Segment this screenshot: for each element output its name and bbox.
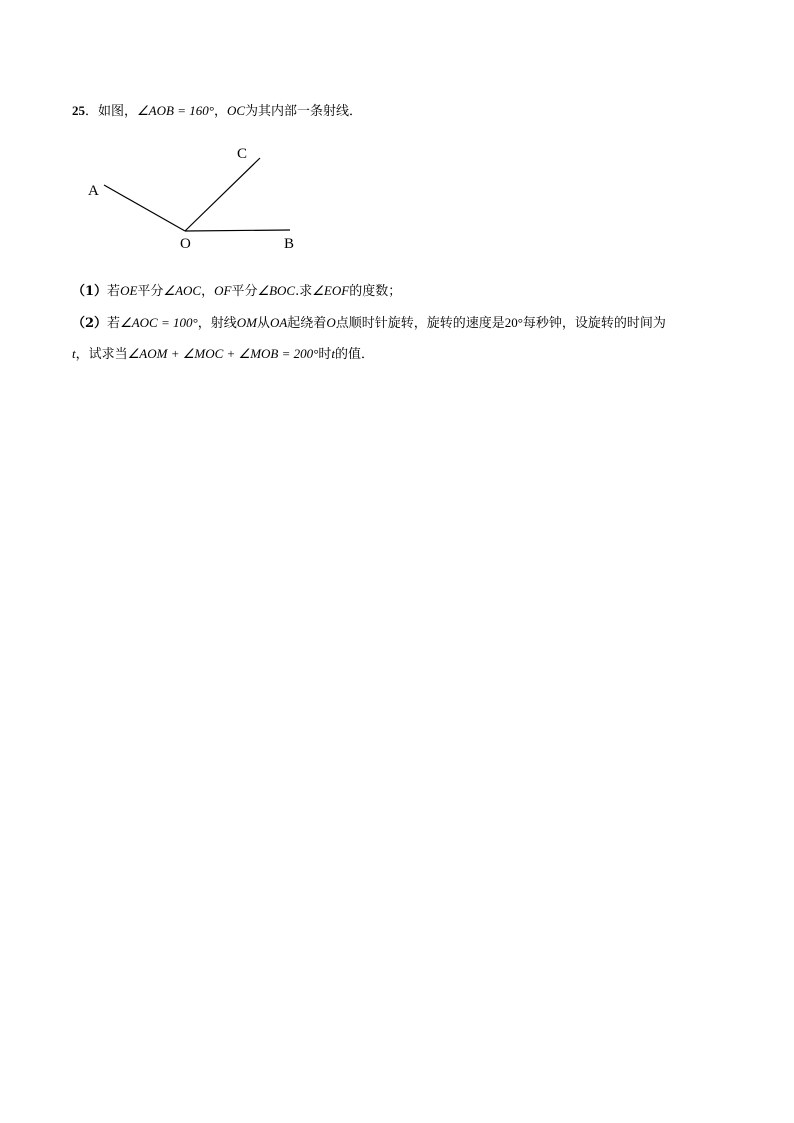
part2-math-2: OM — [236, 315, 257, 330]
ray-OC — [185, 158, 260, 231]
part2-line2-math-1: t — [72, 346, 76, 361]
part2-text-1: 若 — [107, 316, 121, 331]
part2-text-3: 从 — [256, 316, 270, 331]
given-angle: ∠AOB = 160° — [137, 103, 214, 118]
angle-diagram — [80, 140, 320, 260]
label-B: B — [284, 236, 295, 252]
label-O: O — [180, 236, 191, 252]
part2-text-4: 起绕着 — [287, 316, 327, 331]
label-C: C — [237, 146, 248, 162]
intro-suffix: 为其内部一条射线． — [245, 104, 363, 119]
problem-number-suffix: ． — [85, 104, 99, 119]
question-part-2-line-1 — [72, 314, 666, 333]
part2-marker: （2） — [72, 316, 108, 331]
part2-line2-math-3: t — [331, 346, 335, 361]
intro-mid: ， — [213, 104, 227, 119]
part2-text-2: ，射线 — [197, 316, 237, 331]
part2-line2-math-2: ∠AOM + ∠MOC + ∠MOB = 200° — [127, 346, 319, 361]
part1-math-1: OE — [120, 283, 138, 298]
part2-line2-text-2: 时 — [318, 347, 332, 362]
problem-number: 25 — [72, 103, 85, 118]
question-part-1 — [72, 282, 401, 301]
ray-OA — [104, 185, 185, 231]
part1-math-3: OF — [214, 283, 232, 298]
question-part-2-line-2 — [72, 345, 374, 364]
part1-math-2: ∠AOC — [163, 283, 202, 298]
part2-math-1: ∠AOC = 100° — [120, 315, 198, 330]
intro-prefix: 如图， — [98, 104, 138, 119]
part1-text-2: 平分 — [137, 284, 164, 299]
ray-OB — [185, 230, 290, 231]
problem-statement — [72, 102, 362, 121]
part2-math-4: O — [326, 315, 336, 330]
part1-text-4: 平分 — [231, 284, 258, 299]
part2-math-5: 20° — [504, 315, 523, 330]
part1-text-3: ， — [201, 284, 215, 299]
part1-text-6: 的度数； — [349, 284, 402, 299]
part1-marker: （1） — [72, 284, 108, 299]
part2-math-3: OA — [269, 315, 288, 330]
angle-figure — [80, 140, 320, 260]
part1-text-5: .求 — [295, 284, 313, 299]
label-A: A — [88, 183, 99, 199]
part1-math-4: ∠BOC — [257, 283, 296, 298]
ray-name: OC — [226, 103, 246, 118]
part2-line2-text-3: 的值． — [334, 347, 374, 362]
part2-text-6: 每秒钟，设旋转的时间为 — [522, 316, 666, 331]
part2-text-5: 点顺时针旋转，旋转的速度是 — [335, 316, 505, 331]
part1-text-1: 若 — [107, 284, 121, 299]
part1-math-5: ∠EOF — [312, 283, 350, 298]
part2-line2-text-1: ，试求当 — [75, 347, 128, 362]
